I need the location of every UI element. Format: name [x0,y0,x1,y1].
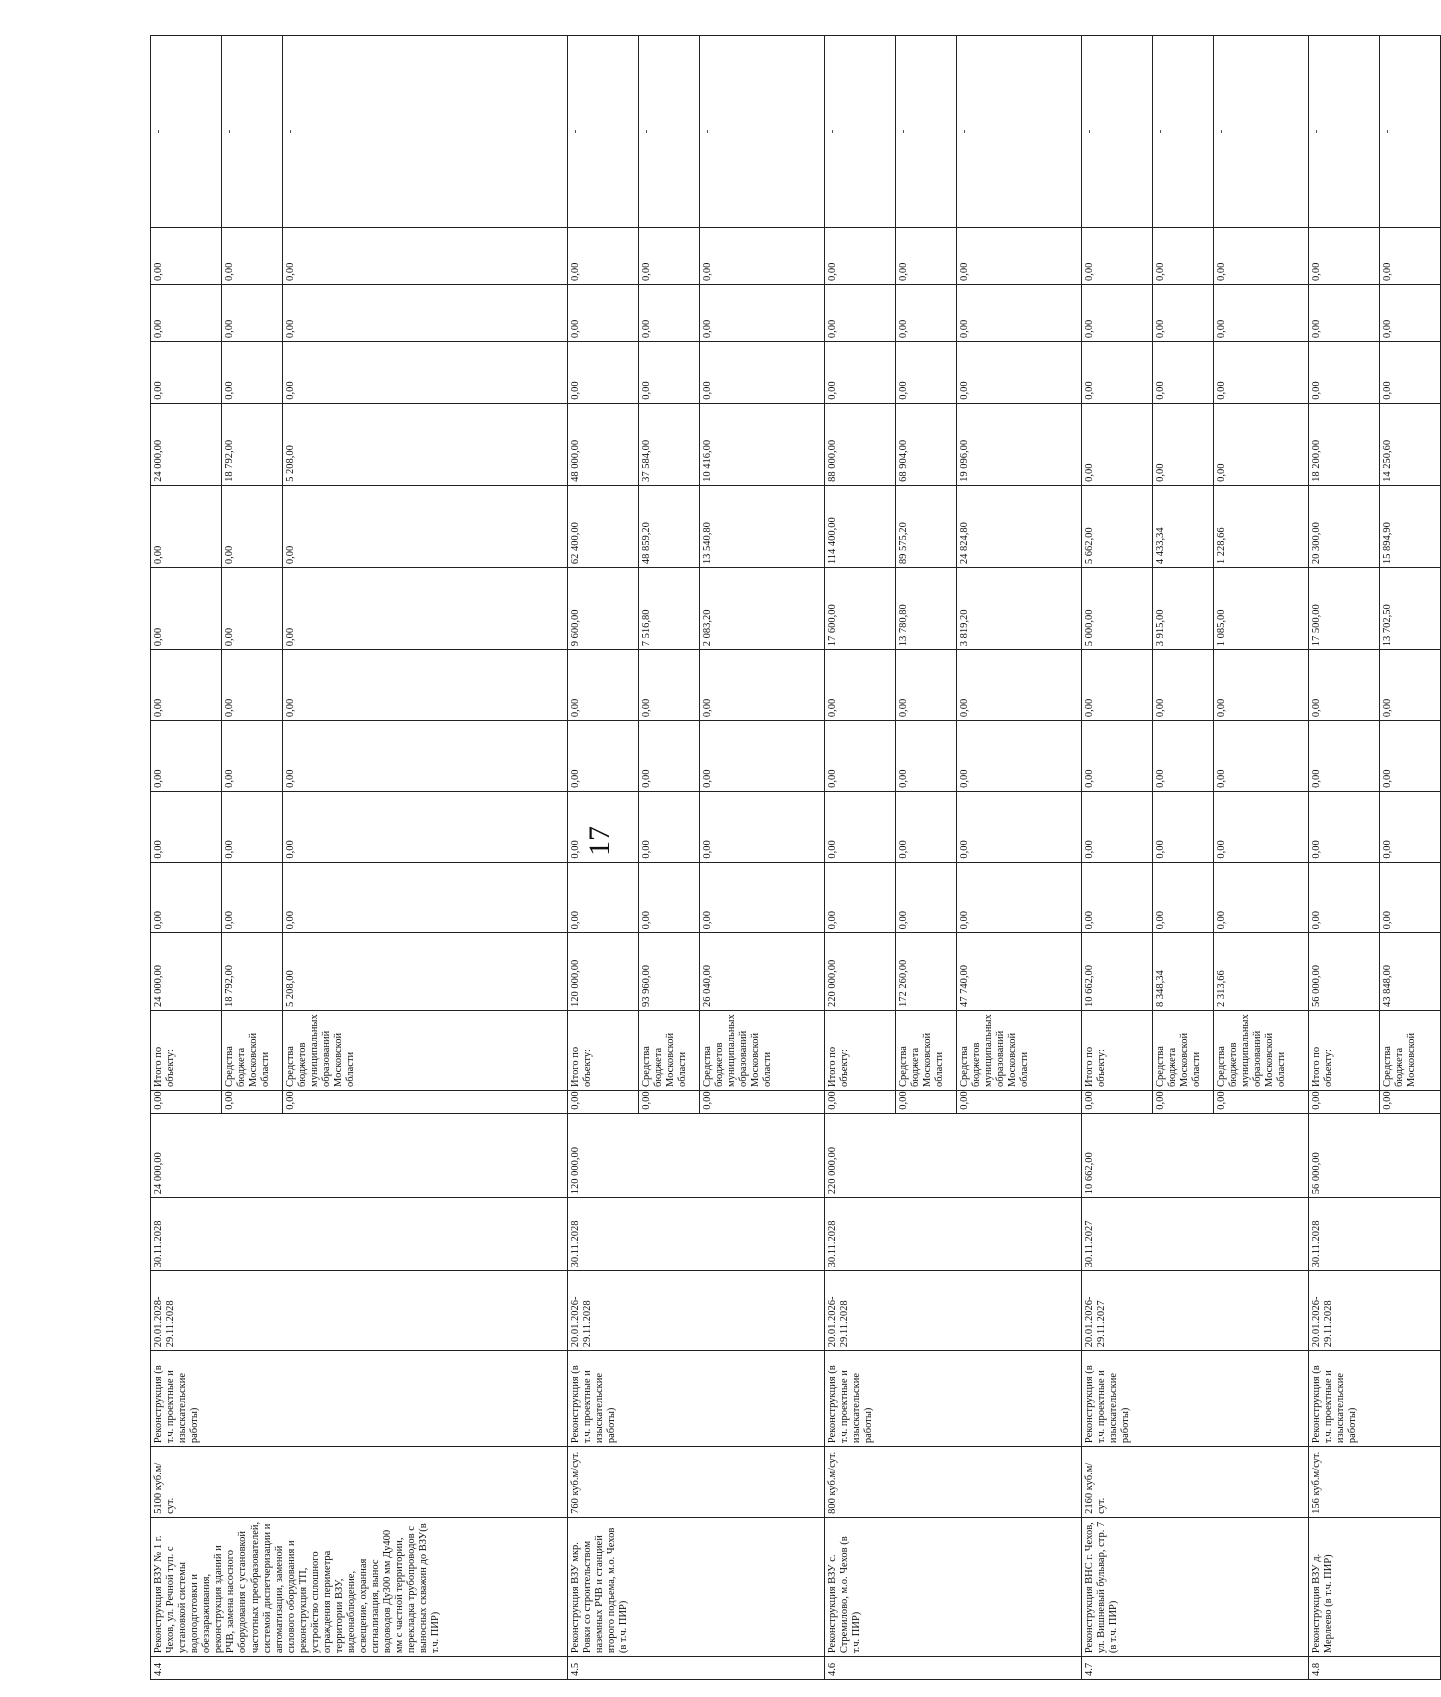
amount-cell: 0,00 [825,791,896,862]
amount-cell: 0,00 [700,862,825,933]
work-type: Реконструкция (в т.ч. проектные и изыскательские работы) [825,1351,1082,1447]
funding-source: Средства бюджетов муниципальных образований Московской области [283,1011,568,1091]
amount-cell: 0,00 [151,791,222,862]
table-body [151,36,1441,1680]
amount-cell: 0,00 [1214,285,1309,342]
funding-source: Средства бюджета Московской области [1153,1011,1214,1091]
amount-cell: 5 000,00 [1082,568,1153,650]
pre-value: 0,00 [1153,1090,1214,1113]
pre-value: 0,00 [1214,1090,1309,1113]
row-number: 4.8 [1309,1657,1441,1680]
remainder-cell: - [957,36,1082,228]
amount-cell: 0,00 [1153,227,1214,284]
amount-cell: 0,00 [283,568,568,650]
amount-cell: 0,00 [151,342,222,404]
amount-cell: 0,00 [1309,285,1380,342]
amount-cell: 10 416,00 [700,403,825,485]
amount-cell: 0,00 [1309,862,1380,933]
amount-cell: 0,00 [1082,285,1153,342]
amount-cell: 89 575,20 [896,485,957,567]
amount-cell: 0,00 [1380,721,1441,792]
amount-cell: 0,00 [700,285,825,342]
object-name: Реконструкция ВЗУ мкр. Ровки со строительством наземных РЧВ и станцией второго подъема, м.о. Чехов (в т.ч. ПИР) [568,1517,825,1656]
amount-cell: 2 083,20 [700,568,825,650]
amount-cell: 48 000,00 [568,403,639,485]
funding-source: Средства бюджетов муниципальных образований Московской области [1214,1011,1309,1091]
amount-cell: 114 400,00 [825,485,896,567]
amount-cell: 0,00 [896,721,957,792]
amount-cell: 0,00 [1380,862,1441,933]
amount-cell: 0,00 [222,485,283,567]
amount-cell: 10 662,00 [1082,933,1153,1011]
amount-cell: 0,00 [222,568,283,650]
amount-cell: 0,00 [1309,721,1380,792]
amount-cell: 0,00 [700,342,825,404]
amount-cell: 0,00 [896,791,957,862]
amount-cell: 0,00 [1214,791,1309,862]
amount-cell: 19 096,00 [957,403,1082,485]
amount-cell: 0,00 [1309,650,1380,721]
amount-cell: 4 433,34 [1153,485,1214,567]
amount-cell: 15 894,90 [1380,485,1441,567]
amount-cell: 88 000,00 [825,403,896,485]
completion-date: 30.11.2027 [1082,1198,1309,1271]
amount-cell: 0,00 [700,721,825,792]
amount-cell: 0,00 [1380,791,1441,862]
total-cost: 120 000,00 [568,1113,825,1197]
rotated-table-wrapper [150,35,1418,1680]
amount-cell: 0,00 [283,650,568,721]
amount-cell: 24 000,00 [151,933,222,1011]
amount-cell: 5 662,00 [1082,485,1153,567]
amount-cell: 0,00 [283,342,568,404]
amount-cell: 0,00 [1082,650,1153,721]
remainder-cell: - [568,36,639,228]
amount-cell: 0,00 [222,862,283,933]
funding-source: Итого по объекту: [1082,1011,1153,1091]
funding-source: Итого по объекту: [825,1011,896,1091]
funding-source: Итого по объекту: [568,1011,639,1091]
pre-value: 0,00 [1082,1090,1153,1113]
capacity: 800 куб.м/сут. [825,1447,1082,1518]
amount-cell: 0,00 [1380,285,1441,342]
total-cost: 24 000,00 [151,1113,568,1197]
row-number: 4.4 [151,1657,568,1680]
amount-cell: 18 200,00 [1309,403,1380,485]
amount-cell: 0,00 [1380,342,1441,404]
amount-cell: 3 819,20 [957,568,1082,650]
amount-cell: 93 960,00 [639,933,700,1011]
pre-value: 0,00 [222,1090,283,1113]
amount-cell: 13 540,80 [700,485,825,567]
amount-cell: 1 085,00 [1214,568,1309,650]
amount-cell: 0,00 [222,650,283,721]
amount-cell: 24 824,80 [957,485,1082,567]
amount-cell: 0,00 [639,342,700,404]
amount-cell: 0,00 [568,721,639,792]
amount-cell: 0,00 [1214,862,1309,933]
funding-source: Средства бюджета Московской области [639,1011,700,1091]
total-cost: 220 000,00 [825,1113,1082,1197]
amount-cell: 0,00 [1082,227,1153,284]
amount-cell: 0,00 [957,227,1082,284]
amount-cell: 0,00 [896,227,957,284]
amount-cell: 0,00 [283,862,568,933]
funding-source: Средства бюджета Московской области [222,1011,283,1091]
investment-table [150,35,1441,1680]
amount-cell: 0,00 [1153,791,1214,862]
amount-cell: 0,00 [1380,227,1441,284]
amount-cell: 0,00 [1153,862,1214,933]
amount-cell: 0,00 [825,285,896,342]
amount-cell: 0,00 [283,227,568,284]
amount-cell: 17 500,00 [1309,568,1380,650]
capacity: 5100 куб.м/сут. [151,1447,568,1518]
amount-cell: 0,00 [222,342,283,404]
remainder-cell: - [1380,36,1441,228]
amount-cell: 0,00 [1153,342,1214,404]
amount-cell: 0,00 [1309,227,1380,284]
object-name: Реконструкция ВЗУ с. Стремилово, м.о. Чехов (в т.ч. ПИР) [825,1517,1082,1656]
amount-cell: 43 848,00 [1380,933,1441,1011]
table-row [825,36,896,1680]
amount-cell: 0,00 [700,227,825,284]
completion-date: 30.11.2028 [151,1198,568,1271]
amount-cell: 0,00 [825,227,896,284]
amount-cell: 0,00 [1153,403,1214,485]
funding-source: Средства бюджетов муниципальных образований Московской области [700,1011,825,1091]
amount-cell: 9 600,00 [568,568,639,650]
amount-cell: 0,00 [1214,227,1309,284]
amount-cell: 68 904,00 [896,403,957,485]
remainder-cell: - [1082,36,1153,228]
amount-cell: 0,00 [222,721,283,792]
amount-cell: 56 000,00 [1309,933,1380,1011]
amount-cell: 48 859,20 [639,485,700,567]
funding-source: Средства бюджета Московской [1380,1011,1441,1091]
amount-cell: 0,00 [639,650,700,721]
object-name: Реконструкция ВНС г. Чехов, ул. Вишневый бульвар, стр. 7 (в т.ч. ПИР) [1082,1517,1309,1656]
amount-cell: 0,00 [639,862,700,933]
work-period: 20.01.2026-29.11.2028 [568,1271,825,1351]
amount-cell: 0,00 [151,485,222,567]
amount-cell: 0,00 [568,342,639,404]
amount-cell: 0,00 [957,862,1082,933]
amount-cell: 0,00 [825,650,896,721]
funding-source: Итого по объекту: [151,1011,222,1091]
remainder-cell: - [222,36,283,228]
work-type: Реконструкция (в т.ч. проектные и изыскательские работы) [151,1351,568,1447]
amount-cell: 0,00 [700,791,825,862]
amount-cell: 0,00 [1082,721,1153,792]
pre-value: 0,00 [1309,1090,1380,1113]
amount-cell: 47 740,00 [957,933,1082,1011]
amount-cell: 7 516,80 [639,568,700,650]
amount-cell: 0,00 [825,342,896,404]
funding-source: Средства бюджета Московской области [896,1011,957,1091]
amount-cell: 0,00 [568,650,639,721]
total-cost: 10 662,00 [1082,1113,1309,1197]
remainder-cell: - [825,36,896,228]
completion-date: 30.11.2028 [568,1198,825,1271]
amount-cell: 0,00 [222,791,283,862]
row-number: 4.6 [825,1657,1082,1680]
completion-date: 30.11.2028 [1309,1198,1441,1271]
amount-cell: 5 208,00 [283,933,568,1011]
object-name: Реконструкция ВЗУ № 1 г. Чехов, ул. Речной туп. с установкой системы водоподготовки и обеззараживания, реконструкция зданий и РЧВ, замена насосного оборудования с установкой частотных преобразователей, системой диспетчеризации и автоматизации, заменой силового оборудования и реконструкция ТП, устройство сплошного ограждения периметра территории ВЗУ, видеонаблюдение, освещение, охранная сигнализация, вынос водоводов Ду300 мм Ду400 мм с частной территории, перекладка трубопроводов с выносных скважин до ВЗУ(в т.ч. ПИР) [151,1517,568,1656]
amount-cell: 0,00 [957,721,1082,792]
amount-cell: 0,00 [639,227,700,284]
pre-value: 0,00 [700,1090,825,1113]
work-type: Реконструкция (в т.ч. проектные и изыскательские работы) [1309,1351,1441,1447]
capacity: 2160 куб.м/сут. [1082,1447,1309,1518]
remainder-cell: - [896,36,957,228]
funding-source: Итого по объекту: [1309,1011,1380,1091]
work-period: 20.01.2026-29.11.2028 [1309,1271,1441,1351]
amount-cell: 0,00 [283,791,568,862]
work-type: Реконструкция (в т.ч. проектные и изыскательские работы) [568,1351,825,1447]
amount-cell: 0,00 [1153,650,1214,721]
object-name: Реконструкция ВЗУ д. Мерлеево (в т.ч. ПИР) [1309,1517,1441,1656]
amount-cell: 0,00 [1214,403,1309,485]
amount-cell: 0,00 [151,285,222,342]
amount-cell: 0,00 [957,342,1082,404]
amount-cell: 0,00 [896,342,957,404]
amount-cell: 14 250,60 [1380,403,1441,485]
amount-cell: 0,00 [1309,342,1380,404]
pre-value: 0,00 [639,1090,700,1113]
work-period: 20.01.2028-29.11.2028 [151,1271,568,1351]
remainder-cell: - [639,36,700,228]
amount-cell: 0,00 [896,862,957,933]
amount-cell: 13 780,80 [896,568,957,650]
amount-cell: 172 260,00 [896,933,957,1011]
amount-cell: 0,00 [957,791,1082,862]
amount-cell: 0,00 [1309,791,1380,862]
amount-cell: 0,00 [1082,862,1153,933]
amount-cell: 0,00 [639,721,700,792]
total-cost: 56 000,00 [1309,1113,1441,1197]
amount-cell: 13 702,50 [1380,568,1441,650]
amount-cell: 0,00 [151,721,222,792]
page-number: 17 [583,826,616,856]
amount-cell: 0,00 [825,721,896,792]
amount-cell: 0,00 [1082,342,1153,404]
table-row [1082,36,1153,1680]
remainder-cell: - [1309,36,1380,228]
amount-cell: 26 040,00 [700,933,825,1011]
amount-cell: 0,00 [151,227,222,284]
amount-cell: 18 792,00 [222,933,283,1011]
amount-cell: 0,00 [1380,650,1441,721]
amount-cell: 0,00 [700,650,825,721]
funding-source: Средства бюджетов муниципальных образований Московской области [957,1011,1082,1091]
amount-cell: 0,00 [957,650,1082,721]
amount-cell: 3 915,00 [1153,568,1214,650]
pre-value: 0,00 [896,1090,957,1113]
amount-cell: 0,00 [283,285,568,342]
work-type: Реконструкция (в т.ч. проектные и изыскательские работы) [1082,1351,1309,1447]
amount-cell: 220 000,00 [825,933,896,1011]
amount-cell: 18 792,00 [222,403,283,485]
amount-cell: 17 600,00 [825,568,896,650]
amount-cell: 0,00 [568,227,639,284]
amount-cell: 0,00 [151,568,222,650]
amount-cell: 0,00 [639,285,700,342]
remainder-cell: - [1214,36,1309,228]
amount-cell: 0,00 [1214,342,1309,404]
remainder-cell: - [1153,36,1214,228]
amount-cell: 0,00 [151,862,222,933]
capacity: 156 куб.м/сут. [1309,1447,1441,1518]
amount-cell: 0,00 [568,285,639,342]
amount-cell: 0,00 [896,285,957,342]
amount-cell: 0,00 [568,862,639,933]
amount-cell: 0,00 [222,285,283,342]
amount-cell: 0,00 [1153,285,1214,342]
amount-cell: 0,00 [222,227,283,284]
amount-cell: 0,00 [283,485,568,567]
amount-cell: 0,00 [825,862,896,933]
pre-value: 0,00 [283,1090,568,1113]
remainder-cell: - [700,36,825,228]
pre-value: 0,00 [957,1090,1082,1113]
row-number: 4.7 [1082,1657,1309,1680]
amount-cell: 0,00 [1082,791,1153,862]
amount-cell: 37 584,00 [639,403,700,485]
capacity: 760 куб.м/сут. [568,1447,825,1518]
amount-cell: 24 000,00 [151,403,222,485]
pre-value: 0,00 [568,1090,639,1113]
amount-cell: 0,00 [1153,721,1214,792]
amount-cell: 0,00 [283,721,568,792]
amount-cell: 1 228,66 [1214,485,1309,567]
table-row [151,36,222,1680]
remainder-cell: - [151,36,222,228]
amount-cell: 0,00 [151,650,222,721]
work-period: 20.01.2026-29.11.2028 [825,1271,1082,1351]
amount-cell: 0,00 [896,650,957,721]
pre-value: 0,00 [151,1090,222,1113]
amount-cell: 5 208,00 [283,403,568,485]
amount-cell: 0,00 [1214,721,1309,792]
amount-cell: 62 400,00 [568,485,639,567]
remainder-cell: - [283,36,568,228]
table-row [1309,36,1380,1680]
pre-value: 0,00 [1380,1090,1441,1113]
amount-cell: 8 348,34 [1153,933,1214,1011]
amount-cell: 0,00 [1214,650,1309,721]
amount-cell: 0,00 [957,285,1082,342]
amount-cell: 0,00 [568,791,639,862]
amount-cell: 0,00 [639,791,700,862]
amount-cell: 2 313,66 [1214,933,1309,1011]
completion-date: 30.11.2028 [825,1198,1082,1271]
table-row [568,36,639,1680]
amount-cell: 120 000,00 [568,933,639,1011]
row-number: 4.5 [568,1657,825,1680]
pre-value: 0,00 [825,1090,896,1113]
work-period: 20.01.2026-29.11.2027 [1082,1271,1309,1351]
amount-cell: 0,00 [1082,403,1153,485]
amount-cell: 20 300,00 [1309,485,1380,567]
